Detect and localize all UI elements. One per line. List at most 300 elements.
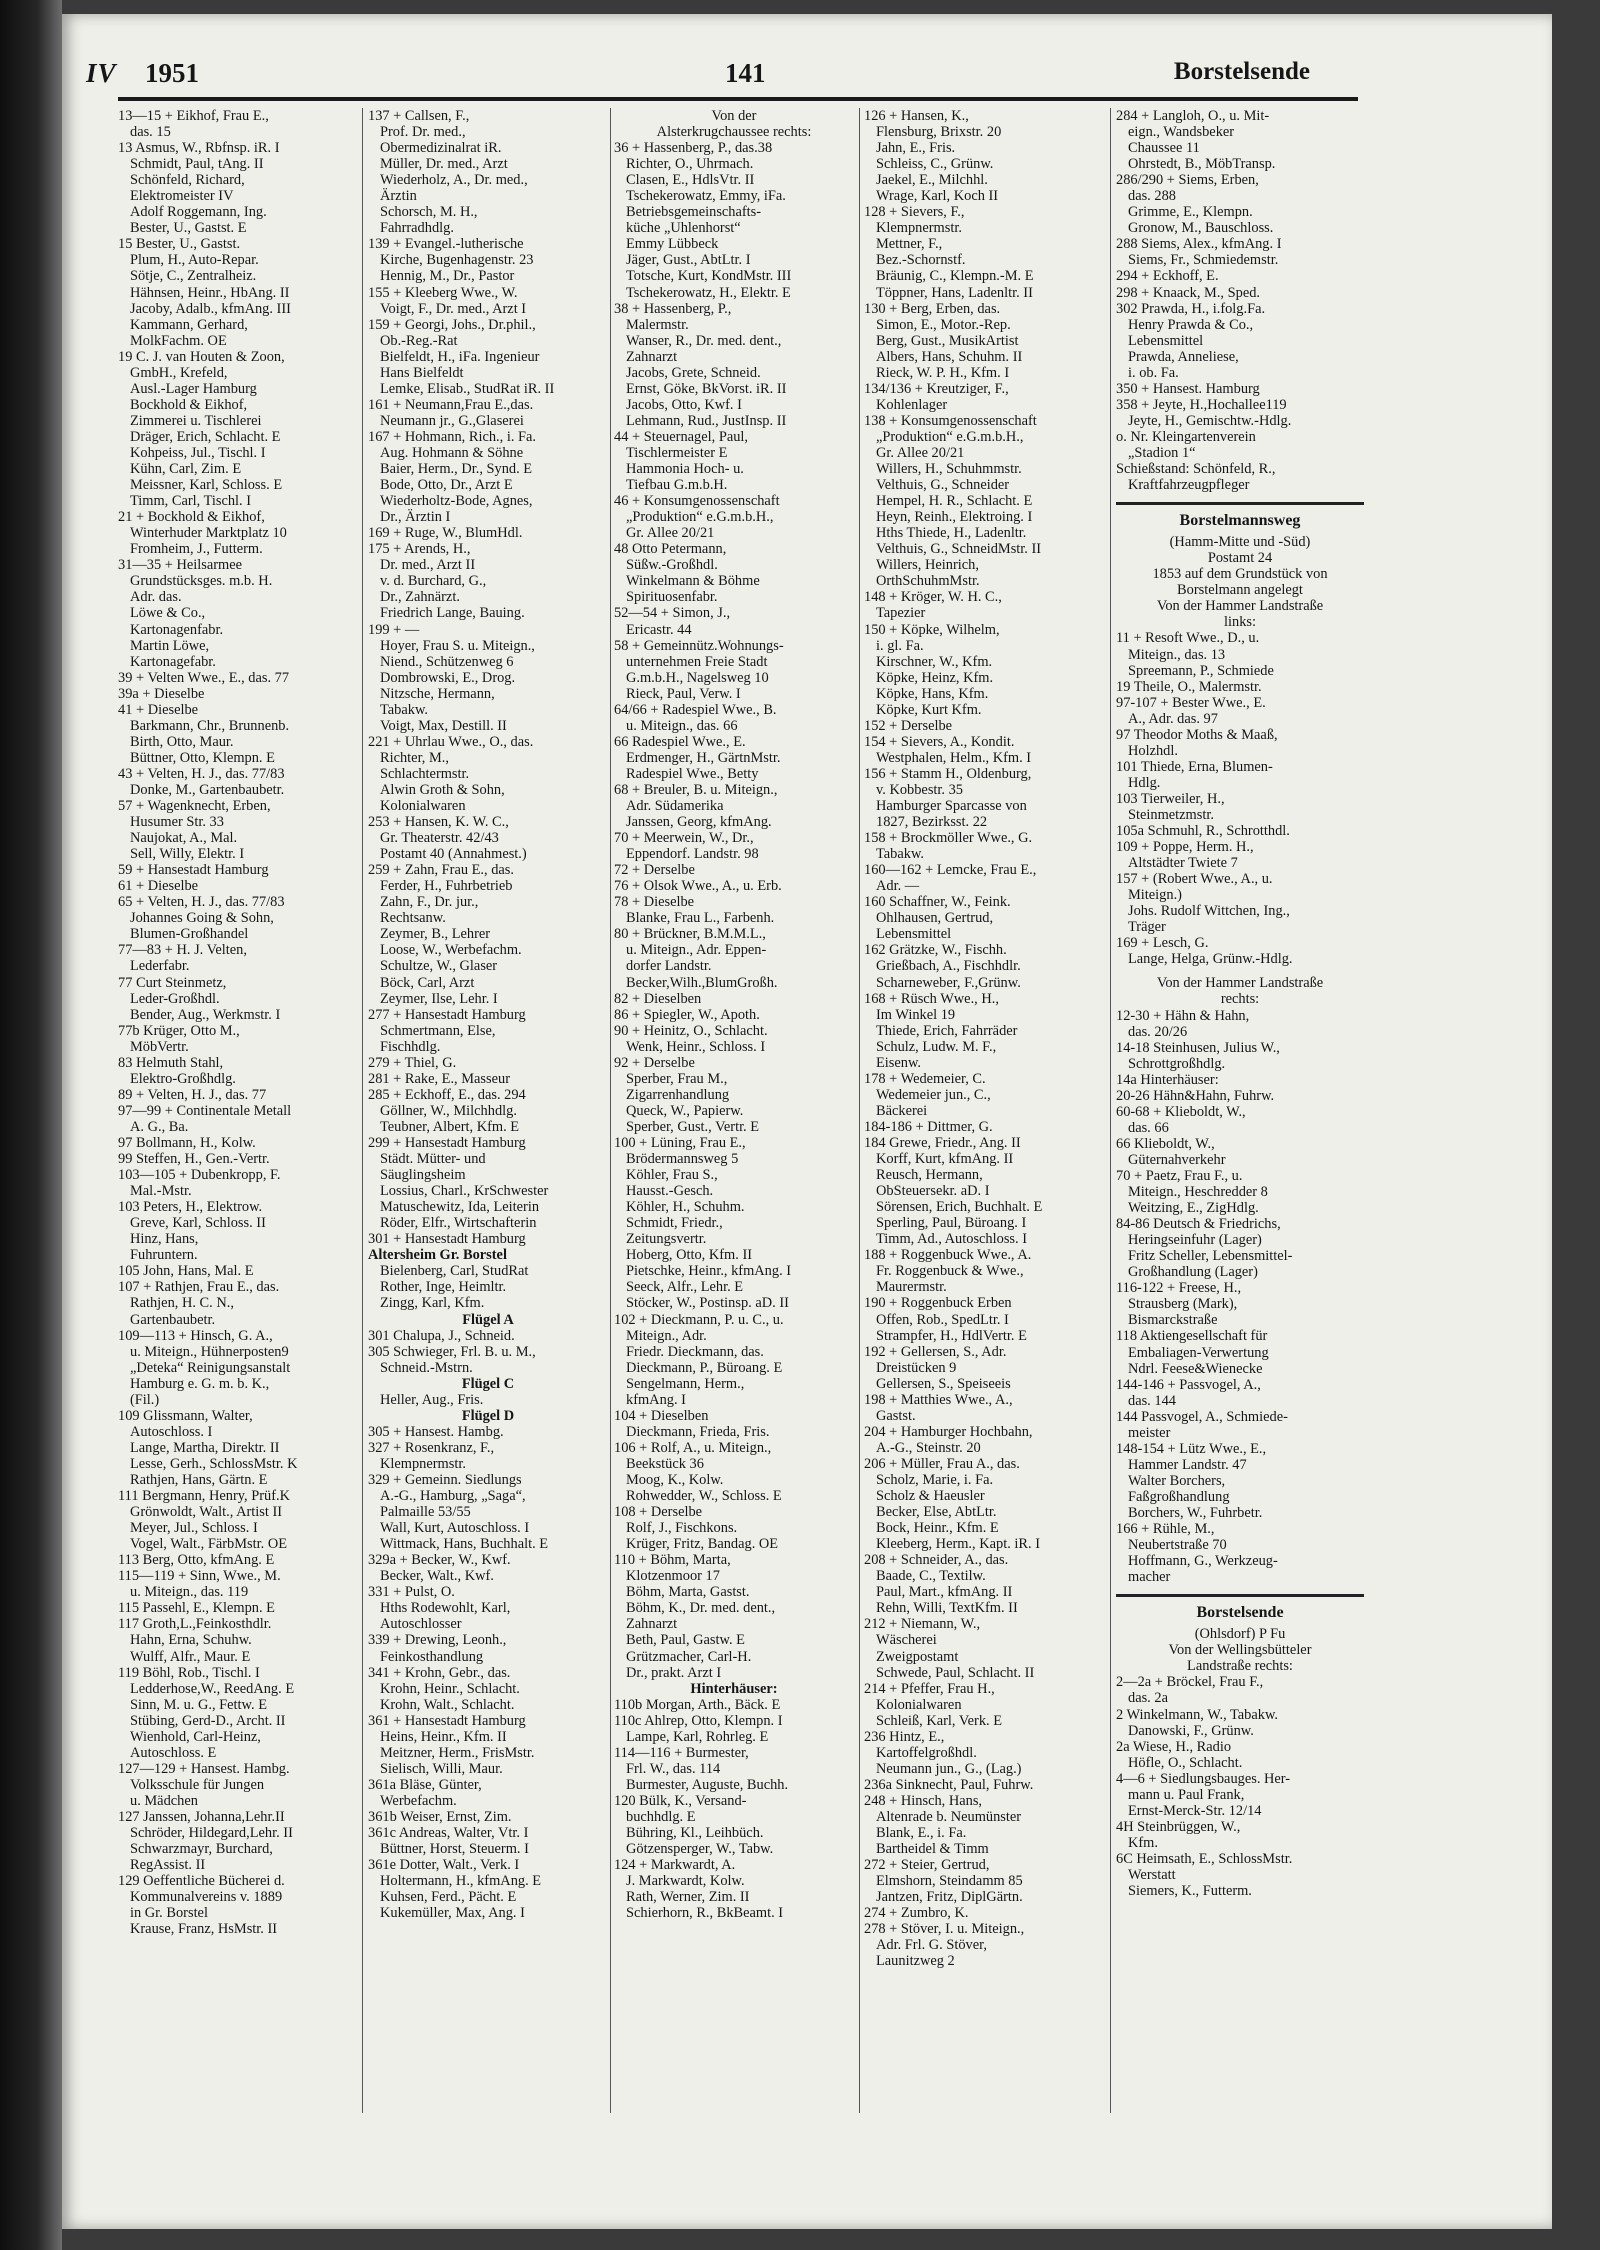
entry-continuation: Fuhruntern.: [130, 1247, 198, 1264]
directory-column-2: [368, 108, 608, 2113]
entry-continuation: Matuschewitz, Ida, Leiterin: [380, 1199, 540, 1216]
entry-continuation: (Fil.): [130, 1391, 160, 1408]
entry-continuation: Dr., prakt. Arzt I: [626, 1664, 722, 1681]
entry-continuation: Postamt 40 (Annahmest.): [380, 846, 527, 863]
entry-continuation: Autoschloss. I: [130, 1423, 213, 1440]
entry-continuation: Elektro-Großhdlg.: [130, 1070, 236, 1087]
entry-continuation: Sengelmann, Herm.,: [626, 1375, 745, 1392]
directory-entry: 97-107 + Bester Wwe., E.: [1116, 694, 1266, 711]
directory-entry: Landstraße rechts:: [1187, 1658, 1293, 1675]
entry-continuation: Winterhuder Marktplatz 10: [130, 525, 287, 542]
entry-continuation: Siems, Fr., Schmiedemstr.: [1128, 252, 1279, 269]
directory-entry: 65 + Velten, H. J., das. 77/83: [118, 894, 285, 911]
entry-continuation: Böck, Carl, Arzt: [380, 974, 475, 991]
directory-entry: 14-18 Steinhusen, Julius W.,: [1116, 1039, 1280, 1056]
directory-entry: 99 Steffen, H., Gen.-Vertr.: [118, 1151, 270, 1168]
directory-entry: 214 + Pfeffer, Frau H.,: [864, 1680, 995, 1697]
entry-continuation: Kartonagefabr.: [130, 653, 216, 670]
entry-continuation: in Gr. Borstel: [130, 1905, 208, 1922]
entry-continuation: Fritz Scheller, Lebensmittel-: [1128, 1248, 1293, 1265]
entry-continuation: Löwe & Co.,: [130, 605, 206, 622]
entry-continuation: Lesse, Gerh., SchlossMstr. K: [130, 1455, 298, 1472]
entry-continuation: Ernst-Merck-Str. 12/14: [1128, 1802, 1262, 1819]
entry-continuation: Lampe, Karl, Rohrleg. E: [626, 1728, 769, 1745]
entry-continuation: Sörensen, Erich, Buchhalt. E: [876, 1199, 1043, 1216]
directory-entry: 162 Grätzke, W., Fischh.: [864, 942, 1007, 959]
entry-continuation: Reusch, Hermann,: [876, 1167, 983, 1184]
directory-entry: 134/136 + Kreutziger, F.,: [864, 380, 1009, 397]
entry-continuation: Hausst.-Gesch.: [626, 1183, 714, 1200]
entry-continuation: Jaekel, E., Milchhl.: [876, 172, 988, 189]
entry-continuation: Köpke, Heinz, Kfm.: [876, 669, 994, 686]
entry-continuation: Kirche, Bugenhagenstr. 23: [380, 252, 534, 269]
entry-continuation: Wulff, Alfr., Maur. E: [130, 1648, 251, 1665]
entry-continuation: Baade, C., Textilw.: [876, 1568, 986, 1585]
entry-continuation: Gr. Allee 20/21: [626, 525, 715, 542]
entry-continuation: Bielenberg, Carl, StudRat: [380, 1263, 529, 1280]
directory-entry: 2—2a + Bröckel, Frau F.,: [1116, 1674, 1264, 1691]
entry-continuation: Husumer Str. 33: [130, 814, 224, 831]
entry-continuation: Scholz & Haeusler: [876, 1488, 985, 1505]
directory-entry: 236 Hintz, E.,: [864, 1728, 945, 1745]
entry-continuation: 1827, Bezirksst. 22: [876, 814, 988, 831]
entry-continuation: Gr. Theaterstr. 42/43: [380, 830, 499, 847]
entry-continuation: Zahnarzt: [626, 348, 678, 365]
entry-continuation: Faßgroßhandlung: [1128, 1488, 1230, 1505]
entry-continuation: Spirituosenfabr.: [626, 589, 718, 606]
entry-continuation: Rechtsanw.: [380, 910, 446, 927]
scan-binding-edge: [0, 0, 62, 2250]
entry-continuation: Werbefachm.: [380, 1792, 457, 1809]
entry-continuation: Werstatt: [1128, 1866, 1176, 1883]
directory-entry: 277 + Hansestadt Hamburg: [368, 1006, 526, 1023]
entry-continuation: Greve, Karl, Schloss. II: [130, 1215, 266, 1232]
entry-continuation: Wedemeier jun., C.,: [876, 1086, 991, 1103]
entry-continuation: Fromheim, J., Futterm.: [130, 541, 263, 558]
entry-continuation: Clasen, E., HdlsVtr. II: [626, 172, 755, 189]
entry-continuation: Ferder, H., Fuhrbetrieb: [380, 878, 513, 895]
entry-continuation: Zahn, F., Dr. jur.,: [380, 894, 479, 911]
entry-continuation: Niend., Schützenweg 6: [380, 653, 514, 670]
directory-entry: 12-30 + Hähn & Hahn,: [1116, 1007, 1250, 1024]
directory-entry: 76 + Olsok Wwe., A., u. Erb.: [614, 878, 782, 895]
entry-continuation: Bock, Heinr., Kfm. E: [876, 1520, 999, 1537]
entry-continuation: Heringseinfuhr (Lager): [1128, 1232, 1262, 1249]
directory-entry: 160—162 + Lemcke, Frau E.,: [864, 862, 1037, 879]
directory-entry: 2a Wiese, H., Radio: [1116, 1738, 1232, 1755]
entry-continuation: Köhler, Frau S.,: [626, 1167, 718, 1184]
entry-continuation: Hdlg.: [1128, 774, 1161, 791]
entry-continuation: Schlachtermstr.: [380, 765, 470, 782]
entry-continuation: Dr. med., Arzt II: [380, 557, 476, 574]
entry-continuation: Sell, Willy, Elektr. I: [130, 846, 245, 863]
directory-entry: 103—105 + Dubenkropp, F.: [118, 1167, 281, 1184]
directory-entry: 70 + Meerwein, W., Dr.,: [614, 830, 754, 847]
directory-entry: 43 + Velten, H. J., das. 77/83: [118, 765, 285, 782]
directory-entry: 361c Andreas, Walter, Vtr. I: [368, 1825, 529, 1842]
directory-entry: 39 + Velten Wwe., E., das. 77: [118, 669, 290, 686]
directory-entry: (Ohlsdorf) P Fu: [1194, 1626, 1286, 1643]
directory-entry: 68 + Breuler, B. u. Miteign.,: [614, 781, 778, 798]
directory-entry: 109 Glissmann, Walter,: [118, 1407, 253, 1424]
entry-continuation: Ohlhausen, Gertrud,: [876, 910, 994, 927]
directory-entry: 111 Bergmann, Henry, Prüf.K: [118, 1488, 290, 1505]
directory-entry: 156 + Stamm H., Oldenburg,: [864, 765, 1032, 782]
entry-continuation: Jacoby, Adalb., kfmAng. III: [130, 300, 291, 317]
directory-entry: Von der Wellingsbütteler: [1168, 1642, 1312, 1659]
entry-continuation: Tschekerowatz, H., Elektr. E: [626, 284, 791, 301]
entry-continuation: Weitzing, E., ZigHdlg.: [1128, 1200, 1259, 1217]
directory-entry: 66 Klieboldt, W.,: [1116, 1135, 1215, 1152]
entry-continuation: Götzensperger, W., Tabw.: [626, 1841, 774, 1858]
directory-entry: 92 + Derselbe: [614, 1054, 695, 1071]
directory-entry: Flügel C: [461, 1375, 515, 1392]
directory-entry: 108 + Derselbe: [614, 1504, 703, 1521]
directory-entry: 184 Grewe, Friedr., Ang. II: [864, 1135, 1021, 1151]
directory-entry: 361a Bläse, Günter,: [368, 1776, 482, 1793]
entry-continuation: Wiederholz, A., Dr. med.,: [380, 172, 528, 189]
entry-continuation: Birth, Otto, Maur.: [130, 733, 234, 750]
directory-entry: 139 + Evangel.-lutherische: [368, 236, 524, 253]
entry-continuation: Bender, Aug., Werkmstr. I: [130, 1006, 281, 1023]
directory-entry: 178 + Wedemeier, C.: [864, 1070, 986, 1087]
directory-entry: 159 + Georgi, Johs., Dr.phil.,: [368, 316, 536, 333]
entry-continuation: Klempnermstr.: [380, 1455, 466, 1472]
directory-entry: 101 Thiede, Erna, Blumen-: [1116, 758, 1273, 775]
entry-continuation: Grießbach, A., Fischhdlr.: [876, 958, 1021, 975]
entry-continuation: v. d. Burchard, G.,: [380, 573, 487, 590]
entry-continuation: Büttner, Otto, Klempn. E: [130, 749, 275, 766]
directory-entry: 97—99 + Continentale Metall: [118, 1102, 292, 1119]
entry-continuation: Palmaille 53/55: [380, 1504, 471, 1521]
entry-continuation: Albers, Hans, Schuhm. II: [876, 348, 1023, 365]
entry-continuation: Becker,Wilh.,BlumGroßh.: [626, 974, 778, 991]
entry-continuation: Hoberg, Otto, Kfm. II: [626, 1247, 753, 1264]
entry-continuation: Dombrowski, E., Drog.: [380, 669, 516, 686]
directory-entry: 107 + Rathjen, Frau E., das.: [118, 1279, 280, 1296]
directory-entry: 31—35 + Heilsarmee: [118, 557, 243, 574]
entry-continuation: Hennig, M., Dr., Pastor: [380, 268, 515, 285]
entry-continuation: Schneid.-Mstrn.: [380, 1359, 473, 1376]
directory-entry: 285 + Eckhoff, E., das. 294: [368, 1086, 526, 1103]
entry-continuation: Johannes Going & Sohn,: [130, 910, 274, 927]
entry-continuation: Im Winkel 19: [876, 1006, 956, 1023]
directory-entry: 100 + Lüning, Frau E.,: [614, 1135, 746, 1151]
entry-continuation: Röder, Elfr., Wirtschafterin: [380, 1215, 537, 1232]
entry-continuation: Tischlermeister E: [626, 444, 728, 461]
entry-continuation: GmbH., Krefeld,: [130, 364, 228, 381]
entry-continuation: Dr., Ärztin I: [380, 509, 451, 526]
entry-continuation: Berg, Gust., MusikArtist: [876, 332, 1019, 349]
directory-entry: 77b Krüger, Otto M.,: [118, 1022, 240, 1039]
directory-entry: 281 + Rake, E., Masseur: [368, 1070, 511, 1087]
directory-entry: 118 Aktiengesellschaft für: [1116, 1328, 1268, 1345]
entry-continuation: Köhler, H., Schuhm.: [626, 1199, 745, 1216]
directory-entry: 120 Bülk, K., Versand-: [614, 1792, 747, 1809]
entry-continuation: Bismarckstraße: [1128, 1312, 1218, 1329]
entry-continuation: Köpke, Kurt Kfm.: [876, 701, 982, 718]
entry-continuation: Heyn, Reinh., Elektroing. I: [876, 509, 1033, 526]
entry-continuation: Stöcker, W., Postinsp. aD. II: [626, 1295, 789, 1312]
entry-continuation: u. Miteign., das. 66: [626, 717, 738, 734]
entry-continuation: Miteign., das. 13: [1128, 646, 1226, 663]
entry-continuation: Adolf Roggemann, Ing.: [130, 204, 267, 221]
entry-continuation: Kohlenlager: [876, 396, 948, 413]
entry-continuation: Dieckmann, Frieda, Fris.: [626, 1423, 770, 1440]
entry-continuation: Embaliagen-Verwertung: [1128, 1344, 1269, 1361]
entry-continuation: Schleiss, C., Grünw.: [876, 156, 994, 173]
entry-continuation: Prof. Dr. med.,: [380, 124, 466, 141]
entry-continuation: Offen, Rob., SpedLtr. I: [876, 1311, 1009, 1328]
directory-entry: 97 Bollmann, H., Kolw.: [118, 1135, 256, 1151]
entry-continuation: Velthuis, G., Schneider: [876, 477, 1010, 494]
entry-continuation: Ericastr. 44: [626, 621, 692, 638]
entry-continuation: Radespiel Wwe., Betty: [626, 765, 759, 782]
entry-continuation: Schmertmann, Else,: [380, 1022, 496, 1039]
directory-entry: 77 Curt Steinmetz,: [118, 974, 227, 991]
directory-entry: 157 + (Robert Wwe., A., u.: [1116, 871, 1273, 888]
entry-continuation: Bode, Otto, Dr., Arzt E: [380, 477, 513, 494]
entry-continuation: Winkelmann & Böhme: [626, 573, 760, 590]
directory-entry: Flügel D: [461, 1407, 515, 1424]
entry-continuation: Mettner, F.,: [876, 236, 943, 253]
entry-continuation: Hamburg e. G. m. b. K.,: [130, 1375, 270, 1392]
directory-entry: 128 + Sievers, F.,: [864, 204, 965, 221]
entry-continuation: Thiede, Erich, Fahrräder: [876, 1022, 1018, 1039]
entry-continuation: Töppner, Hans, Ladenltr. II: [876, 284, 1033, 301]
entry-continuation: Wall, Kurt, Autoschloss. I: [380, 1520, 530, 1537]
entry-continuation: Martin Löwe,: [130, 637, 210, 654]
entry-continuation: Aug. Hohmann & Söhne: [380, 444, 524, 461]
directory-entry: 221 + Uhrlau Wwe., O., das.: [368, 733, 534, 750]
entry-continuation: Beekstück 36: [626, 1455, 704, 1472]
directory-entry: 110c Ahlrep, Otto, Klempn. I: [614, 1712, 783, 1729]
entry-continuation: Rohwedder, W., Schloss. E: [626, 1488, 782, 1505]
entry-continuation: Gronow, M., Bauschloss.: [1128, 220, 1274, 237]
entry-continuation: Hinz, Hans,: [130, 1231, 199, 1248]
directory-entry: 13—15 + Eikhof, Frau E.,: [118, 108, 269, 124]
directory-entry: 103 Tierweiler, H.,: [1116, 790, 1225, 807]
volume-label: IV: [86, 58, 117, 88]
entry-continuation: Rathjen, H. C. N.,: [130, 1295, 234, 1312]
directory-entry: 129 Oeffentliche Bücherei d.: [118, 1873, 285, 1890]
entry-continuation: Beth, Paul, Gastw. E: [626, 1632, 745, 1649]
entry-continuation: Gr. Allee 20/21: [876, 444, 965, 461]
entry-continuation: Altenrade b. Neumünster: [876, 1808, 1022, 1825]
entry-continuation: Miteign.): [1128, 887, 1182, 904]
entry-continuation: Heller, Aug., Fris.: [380, 1391, 484, 1408]
entry-continuation: Friedr. Dieckmann, das.: [626, 1343, 764, 1360]
directory-entry: 19 Theile, O., Malermstr.: [1116, 678, 1262, 695]
directory-entry: 341 + Krohn, Gebr., das.: [368, 1664, 511, 1681]
directory-entry: 130 + Berg, Erben, das.: [864, 300, 1001, 317]
entry-continuation: Klempnermstr.: [876, 220, 962, 237]
directory-entry: 109—113 + Hinsch, G. A.,: [118, 1327, 273, 1344]
entry-continuation: Rieck, W. P. H., Kfm. I: [876, 364, 1010, 381]
entry-continuation: Pietschke, Heinr., kfmAng. I: [626, 1263, 792, 1280]
directory-entry: 2 Winkelmann, W., Tabakw.: [1116, 1706, 1279, 1723]
entry-continuation: Bühring, Kl., Leihbüch.: [626, 1825, 764, 1842]
directory-entry: 46 + Konsumgenossenschaft: [614, 493, 780, 510]
entry-continuation: Hths Rodewohlt, Karl,: [380, 1600, 511, 1617]
entry-continuation: Donke, M., Gartenbaubetr.: [130, 781, 285, 798]
page-number: 141: [725, 58, 766, 88]
entry-continuation: Maurermstr.: [876, 1279, 947, 1296]
entry-continuation: Dieckmann, P., Büroang. E: [626, 1359, 783, 1376]
directory-entry: 152 + Derselbe: [864, 717, 953, 734]
entry-continuation: Jäger, Gust., AbtLtr. I: [626, 252, 751, 269]
entry-continuation: Hammonia Hoch- u.: [626, 461, 744, 478]
entry-continuation: u. Miteign., Hühnerposten9: [130, 1343, 289, 1360]
entry-continuation: Dräger, Erich, Schlacht. E: [130, 428, 281, 445]
entry-continuation: Rathjen, Hans, Gärtn. E: [130, 1471, 268, 1488]
directory-entry: Von der Hammer Landstraße: [1156, 598, 1324, 615]
entry-continuation: Eppendorf. Landstr. 98: [626, 846, 759, 863]
entry-continuation: Tschekerowatz, Emmy, iFa.: [626, 188, 786, 205]
directory-entry: 278 + Stöver, I. u. Miteign.,: [864, 1921, 1025, 1938]
entry-continuation: Grimme, E., Klempn.: [1128, 204, 1253, 221]
directory-entry: 358 + Jeyte, H.,Hochallee119: [1116, 396, 1287, 413]
entry-continuation: A.-G., Steinstr. 20: [876, 1439, 981, 1456]
entry-continuation: Grützmacher, Carl-H.: [626, 1648, 752, 1665]
entry-continuation: Autoschlosser: [380, 1616, 462, 1633]
entry-continuation: Emmy Lübbeck: [626, 236, 719, 253]
directory-entry: 127 Janssen, Johanna,Lehr.II: [118, 1808, 285, 1825]
entry-continuation: Sperber, Gust., Vertr. E: [626, 1118, 760, 1135]
directory-entry: 83 Helmuth Stahl,: [118, 1054, 224, 1071]
directory-entry: o. Nr. Kleingartenverein: [1116, 428, 1256, 445]
entry-continuation: Elmshorn, Steindamm 85: [876, 1873, 1023, 1890]
entry-continuation: Frl. W., das. 114: [626, 1760, 721, 1777]
entry-continuation: Tapezier: [876, 605, 926, 622]
entry-continuation: Kühn, Carl, Zim. E: [130, 461, 242, 478]
entry-continuation: Kleeberg, Herm., Kapt. iR. I: [876, 1536, 1040, 1553]
entry-continuation: Fischhdlg.: [380, 1038, 441, 1055]
directory-entry: 138 + Konsumgenossenschaft: [864, 412, 1037, 429]
directory-entry: 61 + Dieselbe: [118, 878, 199, 895]
directory-entry: 327 + Rosenkranz, F.,: [368, 1439, 495, 1456]
directory-entry: 105a Schmuhl, R., Schrotthdl.: [1116, 823, 1290, 840]
entry-continuation: das. 288: [1128, 188, 1176, 205]
entry-continuation: Simon, E., Motor.-Rep.: [876, 316, 1011, 333]
entry-continuation: Lange, Helga, Grünw.-Hdlg.: [1128, 951, 1293, 968]
entry-continuation: das. 15: [130, 124, 171, 141]
directory-entry: 57 + Wagenknecht, Erben,: [118, 798, 271, 815]
directory-entry: 154 + Sievers, A., Kondit.: [864, 733, 1015, 750]
entry-continuation: Flensburg, Brixstr. 20: [876, 124, 1002, 141]
entry-continuation: Schmidt, Friedr.,: [626, 1215, 723, 1232]
entry-continuation: v. Kobbestr. 35: [876, 781, 964, 798]
directory-column-1: [118, 108, 358, 2113]
entry-continuation: Rother, Inge, Heimltr.: [380, 1279, 507, 1296]
entry-continuation: Miteign., Adr.: [626, 1327, 707, 1344]
entry-continuation: Kuhsen, Ferd., Pächt. E: [380, 1889, 517, 1906]
entry-continuation: Wienhold, Carl-Heinz,: [130, 1728, 261, 1745]
directory-entry: Alsterkrugchaussee rechts:: [656, 124, 812, 141]
entry-continuation: Hammer Landstr. 47: [1128, 1456, 1247, 1473]
directory-entry: 274 + Zumbro, K.: [864, 1905, 969, 1922]
directory-entry: 288 Siems, Alex., kfmAng. I: [1116, 236, 1282, 253]
entry-continuation: Dreistücken 9: [876, 1359, 957, 1376]
directory-entry: 361e Dotter, Walt., Verk. I: [368, 1857, 520, 1874]
entry-continuation: küche „Uhlenhorst“: [626, 220, 741, 237]
entry-continuation: Lederfabr.: [130, 958, 190, 975]
entry-continuation: Spreemann, P., Schmiede: [1128, 662, 1274, 679]
directory-entry: 259 + Zahn, Frau E., das.: [368, 862, 515, 879]
entry-continuation: Schwarzmayr, Burchard,: [130, 1841, 273, 1858]
entry-continuation: Schwede, Paul, Schlacht. II: [876, 1664, 1035, 1681]
directory-entry: 155 + Kleeberg Wwe., W.: [368, 284, 518, 301]
directory-entry: 126 + Hansen, K.,: [864, 108, 969, 124]
entry-continuation: „Deteka“ Reinigungsanstalt: [130, 1359, 291, 1376]
entry-continuation: Adr. —: [876, 878, 920, 895]
directory-entry: 4—6 + Siedlungsbauges. Her-: [1116, 1770, 1291, 1787]
entry-continuation: Lemke, Elisab., StudRat iR. II: [380, 380, 555, 397]
entry-continuation: Paul, Mart., kfmAng. II: [876, 1584, 1013, 1601]
directory-entry: 148-154 + Lütz Wwe., E.,: [1116, 1440, 1267, 1457]
directory-entry: 77—83 + H. J. Velten,: [118, 942, 247, 959]
entry-continuation: Timm, Ad., Autoschloss. I: [876, 1231, 1028, 1248]
directory-entry: 169 + Lesch, G.: [1116, 935, 1209, 952]
directory-entry: 184-186 + Dittmer, G.: [864, 1118, 993, 1135]
entry-continuation: Süßw.-Großhdl.: [626, 557, 718, 574]
entry-continuation: Bez.-Schornstf.: [876, 252, 966, 269]
directory-entry: 1853 auf dem Grundstück von: [1152, 566, 1328, 583]
entry-continuation: Lange, Martha, Direktr. II: [130, 1439, 280, 1456]
entry-continuation: Barkmann, Chr., Brunnenb.: [130, 717, 290, 734]
entry-continuation: Schulz, Ludw. M. F.,: [876, 1038, 997, 1055]
entry-continuation: Wittmack, Hans, Buchhalt. E: [380, 1536, 549, 1553]
entry-continuation: Ob.-Reg.-Rat: [380, 332, 458, 349]
entry-continuation: Schröder, Hildegard,Lehr. II: [130, 1825, 293, 1842]
directory-entry: 212 + Niemann, W.,: [864, 1616, 981, 1633]
directory-entry: 148 + Kröger, W. H. C.,: [864, 589, 1002, 606]
entry-continuation: Sperber, Frau M.,: [626, 1070, 728, 1087]
directory-entry: 86 + Spiegler, W., Apoth.: [614, 1006, 760, 1023]
entry-continuation: unternehmen Freie Stadt: [626, 653, 768, 670]
directory-entry: 279 + Thiel, G.: [368, 1054, 457, 1071]
directory-entry: 144 Passvogel, A., Schmiede-: [1116, 1408, 1288, 1425]
entry-continuation: „Stadion 1“: [1128, 444, 1196, 461]
entry-continuation: Kolonialwaren: [380, 798, 466, 815]
entry-continuation: Ärztin: [380, 188, 417, 205]
entry-continuation: Höfle, O., Schlacht.: [1128, 1754, 1243, 1771]
entry-continuation: Borchers, W., Fuhrbetr.: [1128, 1504, 1263, 1521]
directory-entry: 97 Theodor Moths & Maaß,: [1116, 726, 1278, 743]
entry-continuation: Willers, Heinrich,: [876, 557, 979, 574]
entry-continuation: Scholz, Marie, i. Fa.: [876, 1471, 994, 1488]
entry-continuation: Hähnsen, Heinr., HbAng. II: [130, 284, 290, 301]
entry-continuation: Lehmann, Rud., JustInsp. II: [626, 412, 787, 429]
entry-continuation: Friedrich Lange, Bauing.: [380, 605, 525, 622]
directory-entry: 110b Morgan, Arth., Bäck. E: [614, 1696, 781, 1713]
entry-continuation: Schultze, W., Glaser: [380, 958, 498, 975]
entry-continuation: Siemers, K., Futterm.: [1128, 1883, 1252, 1900]
directory-entry: 305 Schwieger, Frl. B. u. M.,: [368, 1343, 536, 1360]
directory-entry: 329a + Becker, W., Kwf.: [368, 1552, 511, 1569]
entry-continuation: Feinkosthandlung: [380, 1648, 484, 1665]
directory-entry: 20-26 Hähn&Hahn, Fuhrw.: [1116, 1087, 1275, 1104]
directory-entry: 102 + Dieckmann, P. u. C., u.: [614, 1311, 784, 1328]
entry-continuation: Richter, M.,: [380, 749, 449, 766]
entry-continuation: Wiederholtz-Bode, Agnes,: [380, 493, 533, 510]
directory-entry: 361 + Hansestadt Hamburg: [368, 1712, 526, 1729]
entry-continuation: dorfer Landstr.: [626, 958, 712, 975]
entry-continuation: Janssen, Georg, kfmAng.: [626, 814, 772, 831]
entry-continuation: meister: [1128, 1424, 1171, 1441]
entry-continuation: J. Markwardt, Kolw.: [626, 1873, 745, 1890]
entry-continuation: MöbVertr.: [130, 1038, 189, 1055]
